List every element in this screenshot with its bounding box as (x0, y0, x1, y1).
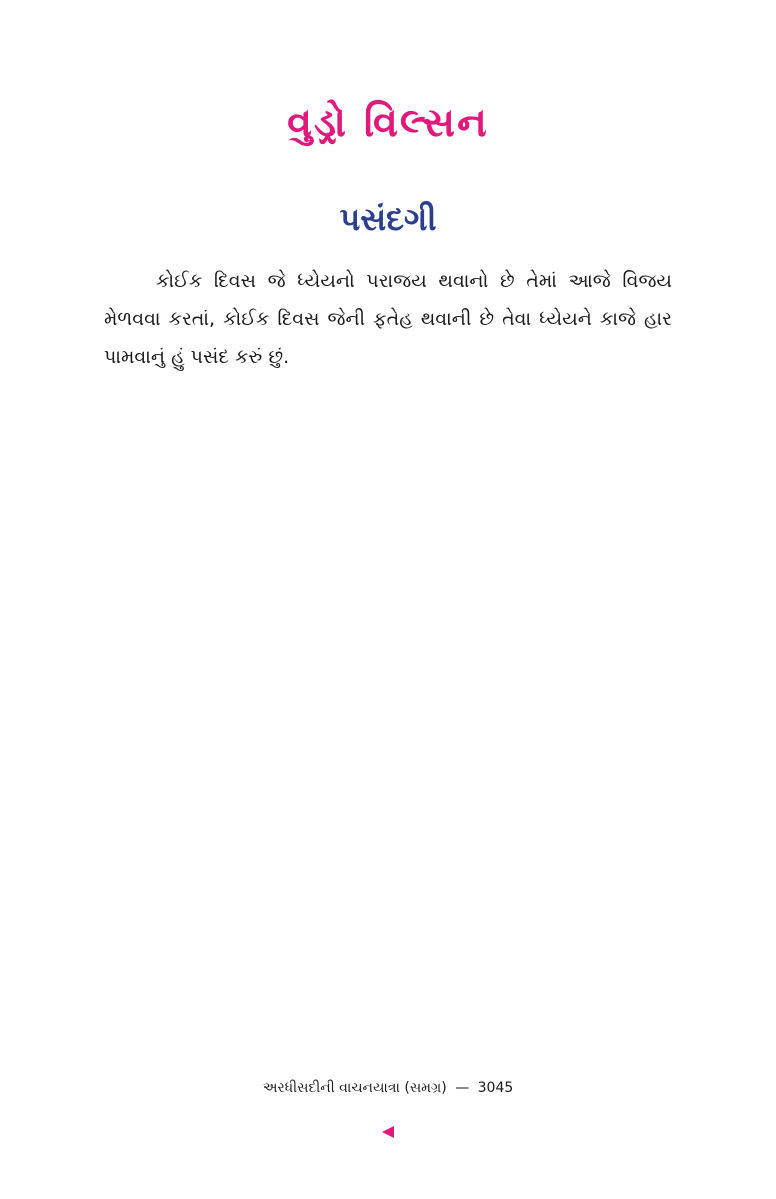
previous-page-button[interactable] (378, 1122, 398, 1142)
footer-page-number: 3045 (477, 1080, 514, 1096)
page-footer (0, 1080, 776, 1096)
author-name: વુડ્રો વિલ્સન (287, 100, 489, 146)
essay-title: પસંદગી (339, 200, 437, 238)
left-triangle-icon (381, 1125, 395, 1139)
body-paragraph: કોઈક દિવસ જે ધ્યેયનો પરાજય થવાનો છે તેમાં આજે વિજય મેળવવા કરતાં, કોઈક દિવસ જેની ફતેહ થવાની છે તેવા ધ્યેયને કાજે હાર પામવાનું હું પસંદ કરું છું. (104, 270, 672, 368)
footer-book-title: અરધીસદીની વાચનયાત્રા (સમગ્ર) (262, 1080, 447, 1096)
footer-separator: — (455, 1080, 470, 1096)
